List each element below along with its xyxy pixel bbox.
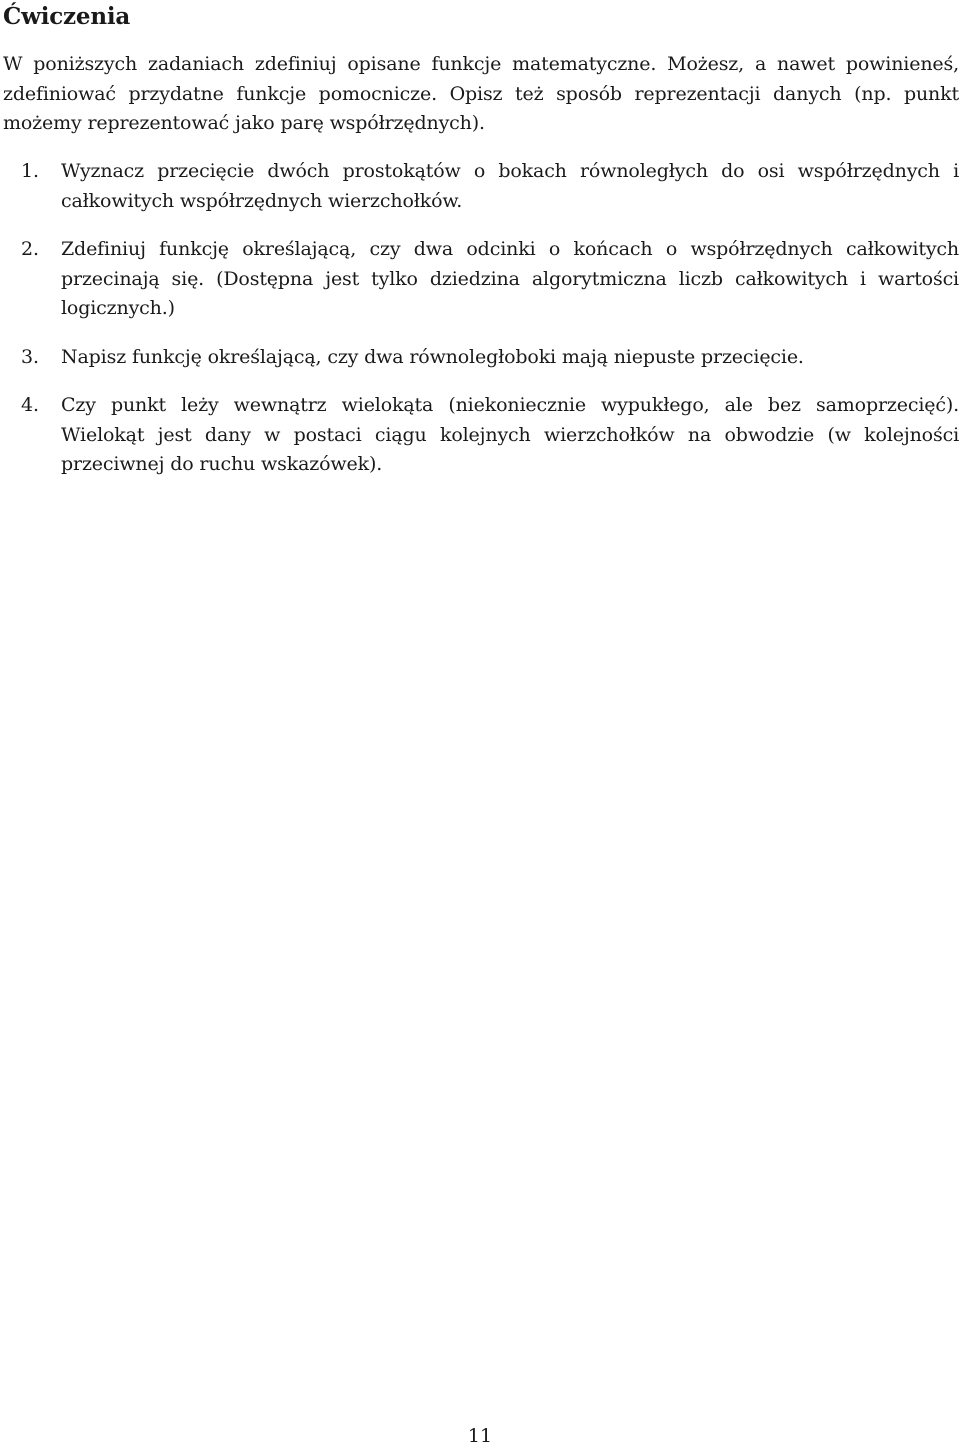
- exercise-text: Napisz funkcję określającą, czy dwa równoległoboki mają niepuste przecięcie.: [61, 346, 804, 368]
- exercise-number: 3.: [21, 346, 39, 368]
- exercise-number: 2.: [21, 238, 39, 260]
- exercise-text: Czy punkt leży wewnątrz wielokąta (niekoniecznie wypukłego, ale bez samoprzecięć). Wielokąt jest dany w postaci ciągu kolejnych wierzchołków na obwodzie (w kolejności przeciwnej do ruchu wskazówek).: [61, 394, 959, 475]
- section-title: Ćwiczenia: [3, 3, 131, 30]
- exercise-number: 4.: [21, 394, 39, 416]
- page-number: 11: [467, 1425, 493, 1447]
- exercise-text: Zdefiniuj funkcję określającą, czy dwa odcinki o końcach o współrzędnych całkowitych przecinają się. (Dostępna jest tylko dziedzina algorytmiczna liczb całkowitych i wartości logicznych.): [61, 238, 959, 319]
- exercise-number: 1.: [21, 160, 39, 182]
- intro-paragraph: W poniższych zadaniach zdefiniuj opisane funkcje matematyczne. Możesz, a nawet powinieneś, zdefiniować przydatne funkcje pomocnicze. Opisz też sposób reprezentacji danych (np. punkt możemy reprezentować jako parę współrzędnych).: [3, 53, 959, 134]
- exercise-text: Wyznacz przecięcie dwóch prostokątów o bokach równoległych do osi współrzędnych i całkowitych współrzędnych wierzchołków.: [61, 160, 959, 212]
